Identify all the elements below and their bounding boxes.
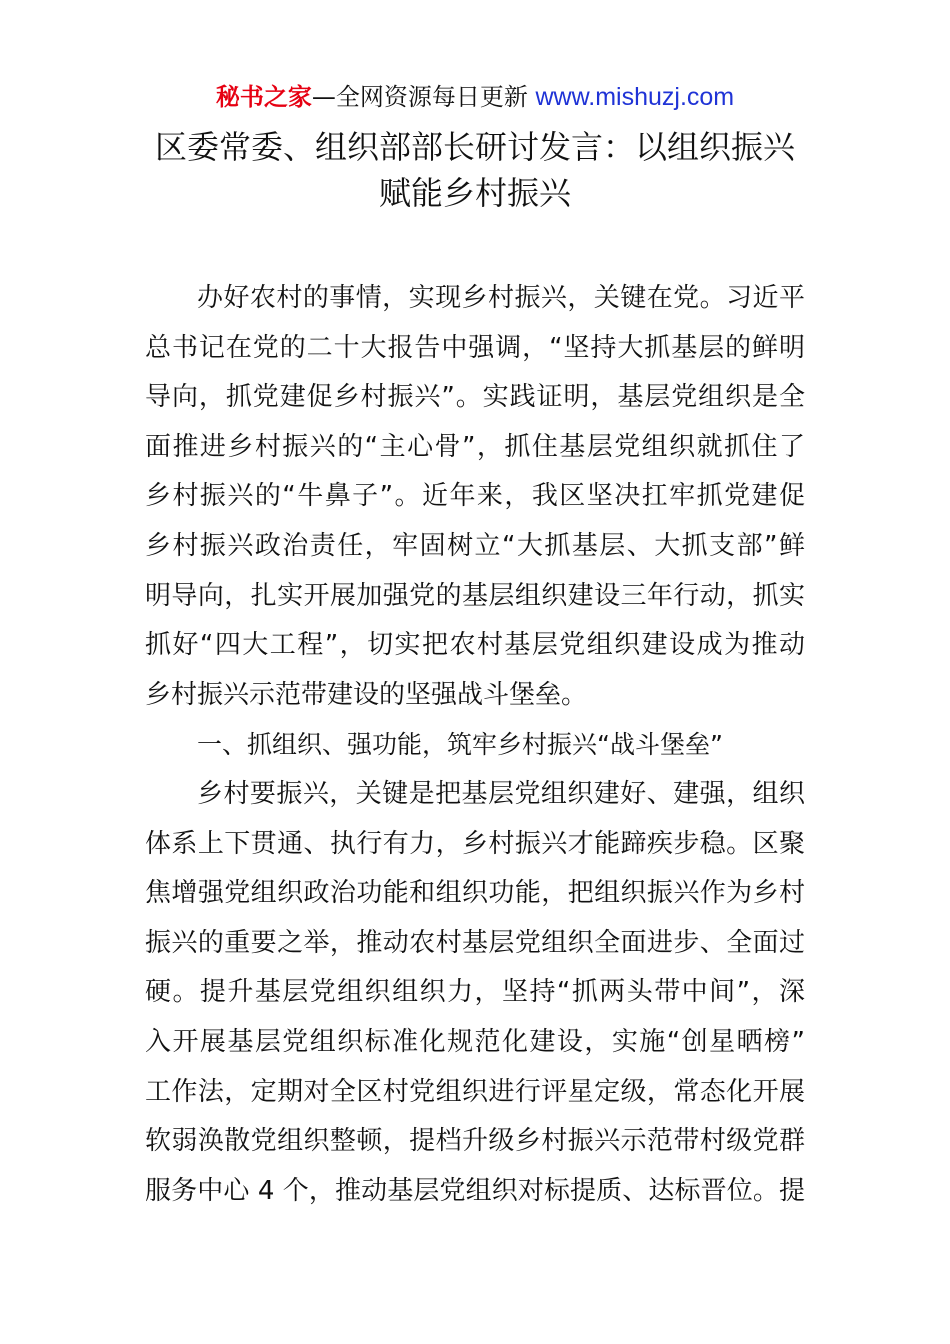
paragraph-1-line-5: 乡村振兴的“牛鼻子”。近年来，我区坚决扛牢抓党建促 <box>145 481 805 512</box>
paragraph-1-line-2: 总书记在党的二十大报告中强调，“坚持大抓基层的鲜明 <box>145 332 805 363</box>
paragraph-1-line-9: 乡村振兴示范带建设的坚强战斗堡垒。 <box>145 679 588 710</box>
paragraph-1-line-4: 面推进乡村振兴的“主心骨”，抓住基层党组织就抓住了 <box>145 431 805 462</box>
title-line-1: 区委常委、组织部部长研讨发言：以组织振兴 <box>154 128 795 166</box>
paragraph-2-line-4: 振兴的重要之举，推动农村基层党组织全面进步、全面过 <box>145 927 805 958</box>
paragraph-1-line-6: 乡村振兴政治责任，牢固树立“大抓基层、大抓支部”鲜 <box>145 530 805 561</box>
paragraph-2-line-7: 工作法，定期对全区村党组织进行评星定级，常态化开展 <box>145 1076 805 1107</box>
paragraph-1-line-8: 抓好“四大工程”，切实把农村基层党组织建设成为推动 <box>145 630 805 661</box>
section-heading-1: 一、抓组织、强功能，筑牢乡村振兴“战斗堡垒” <box>197 730 723 760</box>
paragraph-2-line-5: 硬。提升基层党组织组织力，坚持“抓两头带中间”，深 <box>145 977 805 1008</box>
brand-name: 秘书之家 <box>215 83 312 111</box>
document-title <box>100 124 850 216</box>
title-line-2: 赋能乡村振兴 <box>378 174 571 212</box>
site-url-link[interactable]: www.mishuzj.com <box>535 83 735 111</box>
paragraph-1-line-3: 导向，抓党建促乡村振兴”。实践证明，基层党组织是全 <box>145 382 805 413</box>
paragraph-2-line-3: 焦增强党组织政治功能和组织功能，把组织振兴作为乡村 <box>145 878 805 909</box>
document-body <box>145 274 805 1216</box>
paragraph-2-line-2: 体系上下贯通、执行有力，乡村振兴才能蹄疾步稳。区聚 <box>145 828 805 859</box>
header-tagline: —全网资源每日更新 <box>311 83 536 111</box>
paragraph-2-line-1: 乡村要振兴，关键是把基层党组织建好、建强，组织 <box>197 778 805 809</box>
paragraph-2-line-6: 入开展基层党组织标准化规范化建设，实施“创星晒榜” <box>145 1026 805 1057</box>
site-header <box>0 80 950 114</box>
paragraph-1-line-1: 办好农村的事情，实现乡村振兴，关键在党。习近平 <box>197 283 805 313</box>
paragraph-2-line-9: 服务中心 4 个，推动基层党组织对标提质、达标晋位。提 <box>145 1175 805 1206</box>
paragraph-1-line-7: 明导向，扎实开展加强党的基层组织建设三年行动，抓实 <box>145 580 805 611</box>
paragraph-2-line-8: 软弱涣散党组织整顿，提档升级乡村振兴示范带村级党群 <box>145 1126 805 1157</box>
